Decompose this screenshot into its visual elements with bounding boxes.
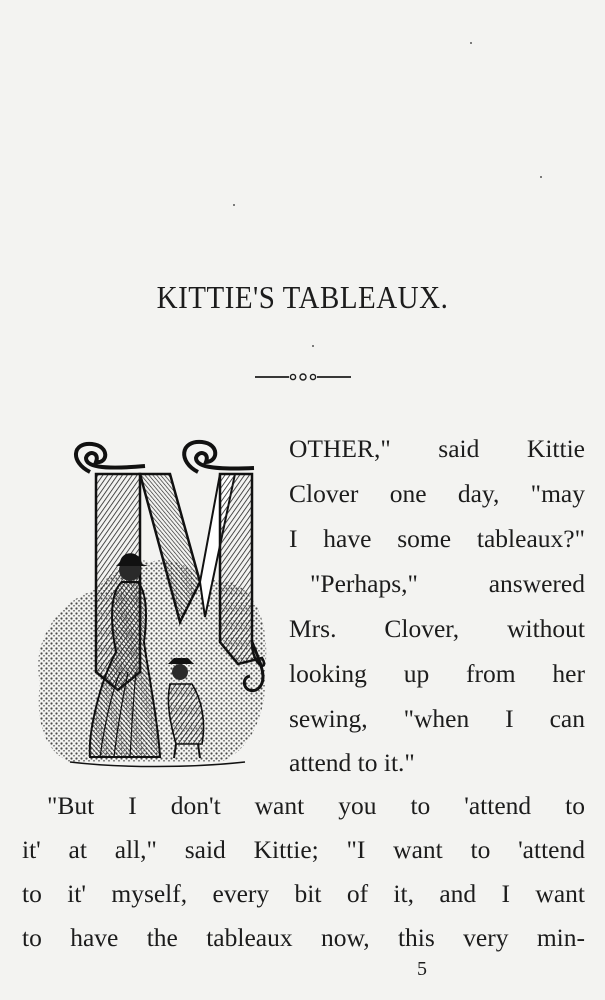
text-line: looking up from her: [289, 659, 585, 688]
text-line: sewing, "when I can: [289, 704, 585, 733]
text-line: Clover one day, "may: [289, 479, 585, 508]
text-line: "But I don't want you to 'attend to: [47, 791, 585, 820]
paper-speck: [233, 204, 235, 206]
text-line: attend to it.": [289, 748, 415, 777]
text-line: OTHER," said Kittie: [289, 434, 585, 463]
text-line: to have the tableaux now, this very min-: [22, 923, 585, 952]
paper-speck: [470, 42, 472, 44]
illustrated-initial-m: [30, 432, 275, 777]
paper-speck: [312, 345, 314, 347]
chapter-title: KITTIE'S TABLEAUX.: [156, 280, 449, 316]
text-line: to it' myself, every bit of it, and I want: [22, 879, 585, 908]
text-line: "Perhaps," answered: [310, 569, 585, 598]
text-line: it' at all," said Kittie; "I want to 'attend: [22, 835, 585, 864]
text-line: Mrs. Clover, without: [289, 614, 585, 643]
ornament-divider: [255, 370, 351, 384]
page-number: 5: [417, 958, 427, 980]
text-line: I have some tableaux?": [289, 524, 585, 553]
paper-speck: [540, 176, 542, 178]
